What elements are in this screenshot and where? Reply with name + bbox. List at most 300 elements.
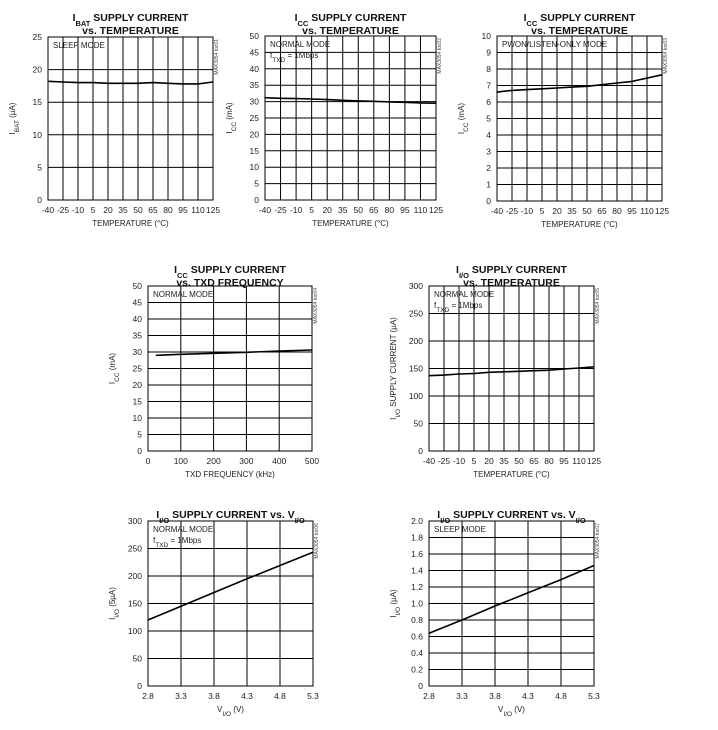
y-tick-label: 0.2: [411, 664, 423, 675]
x-tick-label: 35: [337, 205, 348, 215]
figure-code: MAX3054 toc05: [595, 288, 601, 324]
x-tick-label: 200: [206, 456, 221, 466]
y-tick-label: 30: [132, 347, 142, 357]
figure-code: MAX3054 toc03: [663, 38, 669, 74]
y-tick-label: 15: [249, 145, 259, 156]
x-tick-label: 2.8: [423, 691, 435, 701]
note-f: f: [434, 301, 437, 310]
figure-code: MAX3054 toc02: [437, 38, 443, 74]
y-tick-label: 1.2: [411, 582, 423, 592]
y-tick-label: 1: [486, 179, 491, 190]
data-point: [47, 81, 48, 82]
data-point: [503, 371, 504, 372]
data-point: [593, 366, 594, 367]
y-label-main: I: [389, 615, 398, 618]
x-tick-label: 5.3: [588, 691, 600, 701]
note-f: f: [270, 51, 273, 60]
chart-title: [437, 509, 586, 525]
data-point: [458, 373, 459, 374]
y-tick-label: 100: [127, 626, 142, 636]
y-tick-label: 5: [37, 162, 42, 173]
y-tick-label: 4: [486, 130, 491, 140]
x-label-main: V: [498, 705, 504, 714]
y-tick-label: 1.0: [411, 598, 423, 609]
data-point: [156, 355, 157, 356]
y-label-subscript: BAT: [13, 120, 21, 133]
x-tick-label: -40: [258, 205, 272, 215]
y-tick-label: 0: [486, 196, 491, 206]
y-tick-label: 40: [249, 63, 259, 74]
y-label-main: I: [457, 131, 466, 135]
y-tick-label: 5: [486, 113, 491, 124]
data-point: [631, 81, 632, 82]
x-tick-label: 95: [559, 456, 569, 466]
title-subscript-2: I/O: [575, 515, 586, 525]
y-tick-label: 50: [249, 31, 259, 41]
y-tick-label: 0.8: [411, 615, 423, 625]
x-tick-label: 4.8: [555, 691, 567, 701]
y-tick-label: 1.4: [411, 565, 423, 576]
title-subscript: CC: [297, 18, 309, 28]
x-tick-label: 35: [118, 205, 128, 215]
y-tick-label: 8: [486, 64, 491, 74]
data-point: [389, 101, 390, 102]
x-tick-label: 20: [552, 206, 562, 216]
y-tick-label: 0: [37, 195, 42, 205]
data-point: [373, 101, 374, 102]
data-point: [327, 99, 328, 100]
x-tick-label: 80: [384, 205, 395, 215]
data-point: [548, 370, 549, 371]
x-tick-label: 125: [586, 456, 602, 466]
data-point: [443, 375, 444, 376]
figure-code: MAX3054 toc06: [314, 523, 320, 559]
x-tick-label: -25: [505, 206, 519, 216]
chart-title-line-2: vs. TEMPERATURE: [302, 25, 399, 37]
chart-title-line-2: vs. TEMPERATURE: [531, 25, 628, 37]
x-tick-label: -10: [289, 205, 303, 215]
x-tick-label: 125: [205, 205, 221, 215]
y-label-subscript: I/O: [113, 609, 121, 618]
title-rest: SUPPLY CURRENT: [187, 264, 286, 276]
x-axis-label: [217, 705, 244, 718]
x-label-rest: (V): [231, 705, 244, 714]
x-tick-label: -10: [520, 206, 534, 216]
x-tick-label: 110: [572, 456, 586, 466]
data-point: [404, 102, 405, 103]
x-tick-label: -10: [71, 205, 85, 215]
y-tick-label: 2: [486, 163, 491, 173]
y-tick-label: 10: [132, 413, 142, 423]
x-tick-label: 20: [103, 205, 113, 215]
y-tick-label: 15: [32, 97, 42, 108]
chart-1: [0, 8, 230, 243]
figure-code: MAX3054 toc04: [313, 288, 319, 324]
data-point: [593, 565, 594, 566]
data-point: [358, 100, 359, 101]
data-point: [428, 375, 429, 376]
x-tick-label: 3.8: [489, 691, 501, 701]
title-main: I: [437, 509, 441, 521]
note-subscript: TXD: [155, 541, 169, 549]
note-subscript: TXD: [436, 306, 450, 314]
y-label-main: I: [389, 417, 398, 420]
note-subscript: TXD: [272, 56, 286, 64]
data-point: [601, 84, 602, 85]
series-line: [429, 566, 594, 634]
mode-note: NORMAL MODE: [270, 40, 331, 49]
x-tick-label: 5: [539, 206, 545, 216]
x-axis-label: TEMPERATURE (°C): [92, 219, 169, 228]
figure-code: MAX3054 toc07: [595, 523, 601, 559]
data-point: [616, 82, 617, 83]
y-axis-label: [389, 589, 402, 618]
title-main: I: [294, 12, 298, 24]
x-tick-label: 65: [597, 206, 607, 216]
title-subscript: CC: [177, 270, 188, 280]
chart-title: [156, 509, 305, 525]
y-tick-label: 10: [481, 31, 491, 41]
series-line: [156, 350, 312, 355]
plot-frame: [48, 37, 213, 200]
y-tick-label: 35: [132, 330, 142, 341]
data-point: [167, 83, 168, 84]
data-point: [280, 98, 281, 99]
chart-4: [100, 260, 330, 490]
note-rest: = 1Mbps: [168, 536, 202, 545]
x-tick-label: 95: [400, 205, 410, 215]
data-point: [152, 82, 153, 83]
title-subscript: I/O: [458, 270, 469, 280]
x-tick-label: 110: [640, 206, 654, 216]
y-tick-label: 200: [127, 571, 142, 581]
y-tick-label: 100: [408, 391, 423, 401]
x-tick-label: 125: [654, 206, 670, 216]
x-tick-label: 100: [173, 456, 188, 466]
data-point: [197, 83, 198, 84]
x-tick-label: 20: [484, 456, 494, 466]
frequency-note: [434, 301, 482, 314]
y-label-rest: (µA): [8, 102, 17, 121]
frequency-note: [153, 536, 201, 549]
y-tick-label: 3: [486, 146, 491, 157]
x-tick-label: -25: [274, 205, 287, 215]
data-point: [556, 87, 557, 88]
y-axis-label: [389, 317, 402, 420]
data-point: [212, 81, 213, 82]
x-tick-label: 5.3: [307, 691, 319, 701]
data-point: [137, 83, 138, 84]
x-axis-label: TEMPERATURE (°C): [473, 470, 550, 479]
x-tick-label: 300: [239, 456, 254, 466]
data-point: [461, 619, 462, 620]
title-rest: SUPPLY CURRENT: [537, 12, 636, 24]
data-point: [77, 82, 78, 83]
chart-title-line-2: vs. TXD FREQUENCY: [176, 277, 284, 289]
series-line: [497, 75, 662, 92]
y-tick-label: 15: [132, 396, 142, 407]
data-point: [279, 565, 280, 566]
data-point: [312, 552, 313, 553]
y-tick-label: 0: [137, 446, 142, 456]
x-tick-label: 3.8: [208, 691, 220, 701]
x-tick-label: 35: [567, 206, 577, 216]
x-tick-label: 125: [428, 205, 444, 215]
x-tick-label: 110: [191, 205, 205, 215]
x-tick-label: 3.3: [175, 691, 187, 701]
data-point: [180, 606, 181, 607]
mode-note: NORMAL MODE: [153, 525, 214, 534]
x-tick-label: 95: [627, 206, 637, 216]
y-label-main: I: [108, 617, 117, 620]
y-tick-label: 50: [132, 653, 142, 664]
x-tick-label: 80: [163, 205, 173, 215]
x-tick-label: -40: [490, 206, 504, 216]
y-tick-label: 50: [413, 418, 423, 429]
x-axis-label: TXD FREQUENCY (kHz): [185, 470, 275, 479]
data-point: [311, 98, 312, 99]
y-tick-label: 9: [486, 47, 491, 58]
x-tick-label: -10: [452, 456, 466, 466]
title-rest: SUPPLY CURRENT: [468, 264, 567, 276]
y-tick-label: 1.8: [411, 532, 423, 543]
data-point: [518, 371, 519, 372]
chart-title-line-2: vs. TEMPERATURE: [82, 25, 179, 37]
x-tick-label: 5: [90, 205, 96, 215]
note-f: f: [153, 536, 156, 545]
data-point: [122, 83, 123, 84]
x-tick-label: -25: [56, 205, 70, 215]
x-tick-label: 4.3: [522, 691, 534, 701]
data-point: [435, 103, 436, 104]
y-tick-label: 20: [32, 64, 42, 75]
mode-note: NORMAL MODE: [153, 290, 214, 299]
x-tick-label: 5: [309, 205, 315, 215]
y-label-rest: SUPPLY CURRENT (µA): [389, 317, 398, 409]
y-tick-label: 40: [132, 314, 142, 324]
y-tick-label: 150: [408, 363, 423, 374]
y-tick-label: 20: [132, 380, 142, 390]
x-tick-label: 80: [612, 206, 622, 216]
x-label-subscript: I/O: [503, 710, 513, 718]
data-point: [92, 82, 93, 83]
y-tick-label: 5: [254, 178, 259, 189]
x-tick-label: 4.8: [274, 691, 286, 701]
data-point: [511, 90, 512, 91]
y-tick-label: 1.6: [411, 549, 423, 559]
y-tick-label: 300: [127, 516, 142, 526]
x-label-subscript: I/O: [222, 710, 232, 718]
y-label-subscript: I/O: [394, 606, 402, 616]
x-axis-label: TEMPERATURE (°C): [541, 220, 618, 229]
data-point: [494, 605, 495, 606]
x-axis-label: [498, 705, 525, 718]
mode-note: PWON/LISTEN-ONLY MODE: [502, 40, 608, 49]
y-label-main: I: [225, 131, 234, 134]
x-tick-label: -40: [41, 205, 55, 215]
title-main: I: [72, 12, 76, 24]
y-tick-label: 250: [408, 308, 423, 319]
x-tick-label: 50: [133, 205, 143, 215]
series-line: [265, 98, 436, 104]
y-label-main: I: [108, 381, 117, 385]
y-tick-label: 2.0: [411, 516, 423, 526]
data-point: [342, 100, 343, 101]
y-label-rest: (5µA): [108, 587, 117, 610]
y-axis-label: [8, 102, 21, 134]
data-point: [533, 370, 534, 371]
mode-note: SLEEP MODE: [53, 41, 105, 50]
title-main: I: [523, 12, 527, 24]
y-tick-label: 7: [486, 80, 491, 91]
y-label-rest: (µA): [389, 589, 398, 607]
y-tick-label: 45: [249, 47, 259, 58]
y-tick-label: 300: [408, 281, 423, 291]
data-point: [107, 83, 108, 84]
data-point: [62, 81, 63, 82]
x-label-rest: (V): [512, 705, 525, 714]
x-tick-label: 50: [353, 205, 364, 215]
x-tick-label: 65: [529, 456, 539, 466]
y-tick-label: 25: [32, 32, 42, 42]
chart-3: [457, 8, 718, 243]
data-point: [295, 98, 296, 99]
data-point: [473, 373, 474, 374]
x-tick-label: 110: [413, 205, 428, 215]
x-label-main: V: [217, 705, 223, 714]
x-tick-label: 65: [369, 205, 379, 215]
y-tick-label: 35: [249, 80, 259, 91]
title-subscript-2: I/O: [294, 515, 305, 525]
data-point: [527, 592, 528, 593]
y-tick-label: 25: [249, 113, 259, 123]
y-label-subscript: CC: [462, 122, 470, 132]
y-label-rest: (mA): [225, 102, 234, 122]
data-point: [147, 619, 148, 620]
data-point: [420, 102, 421, 103]
data-point: [279, 350, 280, 351]
mode-note: SLEEP MODE: [434, 525, 486, 534]
data-point: [488, 372, 489, 373]
y-tick-label: 0.4: [411, 648, 423, 658]
data-point: [213, 592, 214, 593]
data-point: [586, 86, 587, 87]
data-point: [571, 87, 572, 88]
y-label-rest: (mA): [457, 102, 466, 123]
x-tick-label: 4.3: [241, 691, 253, 701]
y-tick-label: 50: [132, 281, 142, 291]
figure-code: MAX3054 toc01: [214, 39, 220, 75]
y-tick-label: 0: [254, 195, 259, 205]
title-main: I: [156, 509, 160, 521]
series-line: [48, 81, 213, 84]
title-rest: SUPPLY CURRENT: [308, 12, 407, 24]
y-tick-label: 200: [408, 336, 423, 346]
y-tick-label: 5: [137, 429, 142, 440]
y-tick-label: 10: [32, 129, 42, 140]
data-point: [560, 579, 561, 580]
x-tick-label: -40: [422, 456, 436, 466]
note-rest: = 1Mbps: [449, 301, 483, 310]
y-tick-label: 10: [249, 162, 259, 173]
title-subscript: I/O: [159, 515, 170, 525]
chart-title-line-2: vs. TEMPERATURE: [463, 277, 560, 289]
y-tick-label: 20: [249, 129, 259, 140]
x-tick-label: 80: [544, 456, 554, 466]
title-main: I: [174, 264, 178, 276]
data-point: [496, 92, 497, 93]
title-rest: SUPPLY CURRENT: [90, 12, 189, 24]
x-tick-label: 2.8: [142, 691, 154, 701]
y-tick-label: 45: [132, 297, 142, 308]
data-point: [246, 578, 247, 579]
y-tick-label: 150: [127, 598, 142, 609]
y-label-main: I: [8, 132, 17, 135]
x-tick-label: 65: [148, 205, 158, 215]
data-point: [646, 77, 647, 78]
y-label-subscript: I/O: [394, 408, 402, 418]
y-axis-label: [108, 587, 121, 620]
y-tick-label: 30: [249, 96, 259, 107]
x-tick-label: 35: [499, 456, 509, 466]
y-axis-label: [108, 353, 121, 385]
title-rest: SUPPLY CURRENT vs. V: [450, 509, 576, 521]
x-tick-label: 50: [514, 456, 524, 466]
mode-note: NORMAL MODE: [434, 290, 495, 299]
x-tick-label: 0: [145, 456, 151, 466]
chart-2: [225, 8, 464, 243]
note-rest: = 1Mbps: [285, 51, 319, 60]
data-point: [246, 352, 247, 353]
y-tick-label: 0: [137, 681, 142, 691]
x-tick-label: 5: [471, 456, 477, 466]
data-point: [213, 353, 214, 354]
y-tick-label: 6: [486, 97, 491, 107]
title-subscript: I/O: [440, 515, 451, 525]
x-tick-label: 400: [272, 456, 287, 466]
chart-6: [100, 505, 332, 730]
y-label-subscript: CC: [230, 121, 238, 132]
data-point: [180, 354, 181, 355]
series-line: [148, 552, 313, 620]
data-point: [541, 88, 542, 89]
data-point: [264, 97, 265, 98]
x-tick-label: 500: [304, 456, 320, 466]
x-tick-label: 50: [582, 206, 592, 216]
y-tick-label: 0: [418, 681, 423, 691]
data-point: [311, 349, 312, 350]
data-point: [526, 89, 527, 90]
title-subscript: CC: [526, 18, 538, 28]
y-tick-label: 25: [132, 363, 142, 374]
y-label-rest: (mA): [108, 352, 117, 373]
data-point: [661, 74, 662, 75]
data-point: [578, 367, 579, 368]
x-tick-label: -25: [437, 456, 451, 466]
y-tick-label: 250: [127, 543, 142, 554]
x-tick-label: 20: [322, 205, 332, 215]
x-tick-label: 95: [178, 205, 188, 215]
x-tick-label: 3.3: [456, 691, 468, 701]
data-point: [182, 83, 183, 84]
chart-7: [380, 505, 612, 730]
data-point: [563, 368, 564, 369]
y-label-subscript: CC: [113, 372, 121, 382]
y-tick-label: 0.6: [411, 631, 423, 642]
y-tick-label: 0: [418, 446, 423, 456]
x-axis-label: TEMPERATURE (°C): [312, 219, 389, 228]
title-main: I: [456, 264, 459, 276]
